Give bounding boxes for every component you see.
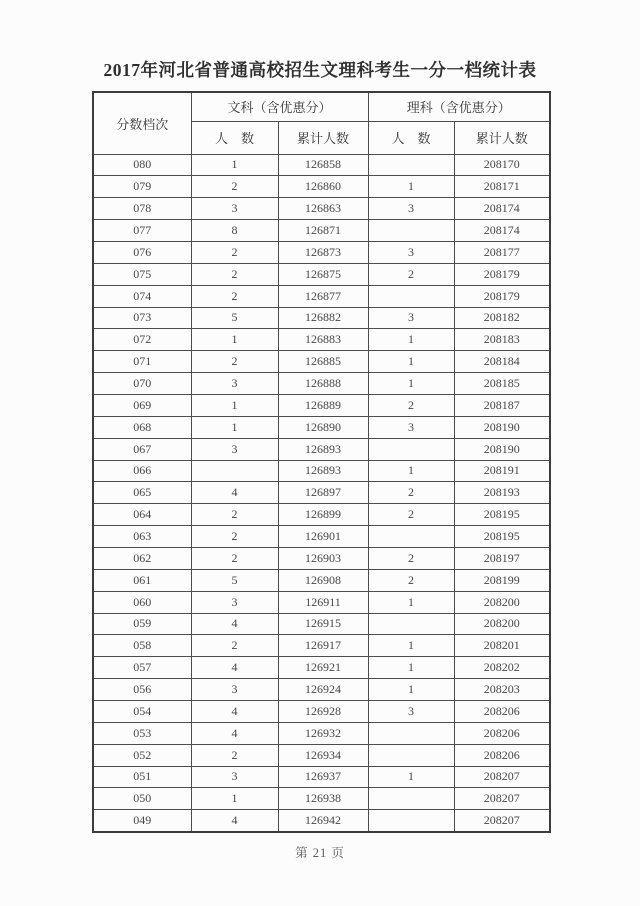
cell-like-cumulative: 208200 [454,591,550,613]
cell-score-level: 053 [93,722,191,744]
cell-wenke-count: 1 [191,329,278,351]
header-like-count: 人 数 [368,121,454,154]
cell-wenke-count: 3 [191,766,278,788]
table-row [93,635,550,657]
table-row [93,657,550,679]
cell-score-level: 059 [93,613,191,635]
cell-like-count: 2 [368,263,454,285]
cell-like-count: 3 [368,198,454,220]
cell-wenke-count: 4 [191,700,278,722]
cell-like-count: 1 [368,329,454,351]
cell-like-count: 3 [368,241,454,263]
table-row [93,744,550,766]
cell-wenke-count: 2 [191,351,278,373]
cell-score-level: 050 [93,788,191,810]
cell-wenke-count: 2 [191,635,278,657]
header-wenke-group: 文科（含优惠分） [191,92,368,121]
cell-like-cumulative: 208177 [454,241,550,263]
cell-wenke-cumulative: 126875 [278,263,368,285]
cell-wenke-cumulative: 126893 [278,438,368,460]
cell-wenke-cumulative: 126883 [278,329,368,351]
table-row [93,307,550,329]
cell-wenke-count: 2 [191,241,278,263]
cell-wenke-count: 3 [191,438,278,460]
cell-wenke-count: 2 [191,176,278,198]
table-row [93,788,550,810]
cell-like-cumulative: 208190 [454,438,550,460]
cell-like-cumulative: 208179 [454,285,550,307]
page-number: 第 21 页 [295,846,345,860]
cell-wenke-count: 5 [191,569,278,591]
cell-score-level: 070 [93,373,191,395]
cell-like-cumulative: 208202 [454,657,550,679]
cell-like-cumulative: 208207 [454,766,550,788]
table-row [93,220,550,242]
table-row [93,176,550,198]
cell-score-level: 062 [93,547,191,569]
cell-wenke-cumulative: 126901 [278,526,368,548]
cell-score-level: 076 [93,241,191,263]
cell-wenke-count: 3 [191,591,278,613]
cell-like-count: 1 [368,351,454,373]
cell-score-level: 060 [93,591,191,613]
table-row [93,460,550,482]
cell-wenke-count: 1 [191,394,278,416]
cell-wenke-count: 3 [191,373,278,395]
cell-score-level: 051 [93,766,191,788]
header-like-cumulative: 累计人数 [454,121,550,154]
cell-like-count [368,438,454,460]
cell-like-cumulative: 208171 [454,176,550,198]
cell-like-cumulative: 208199 [454,569,550,591]
cell-like-count: 1 [368,460,454,482]
cell-wenke-cumulative: 126938 [278,788,368,810]
cell-wenke-count: 2 [191,526,278,548]
cell-wenke-count: 4 [191,482,278,504]
cell-score-level: 067 [93,438,191,460]
cell-score-level: 061 [93,569,191,591]
cell-wenke-cumulative: 126858 [278,154,368,176]
cell-score-level: 058 [93,635,191,657]
cell-like-cumulative: 208191 [454,460,550,482]
cell-wenke-cumulative: 126932 [278,722,368,744]
table-row [93,810,550,832]
table-row [93,700,550,722]
cell-score-level: 057 [93,657,191,679]
table-row [93,679,550,701]
cell-wenke-count: 5 [191,307,278,329]
table-row [93,438,550,460]
cell-like-cumulative: 208182 [454,307,550,329]
cell-score-level: 072 [93,329,191,351]
cell-wenke-cumulative: 126921 [278,657,368,679]
cell-wenke-cumulative: 126924 [278,679,368,701]
table-row [93,613,550,635]
table-row [93,504,550,526]
cell-like-cumulative: 208184 [454,351,550,373]
table-row [93,154,550,176]
cell-like-cumulative: 208195 [454,504,550,526]
cell-like-count [368,220,454,242]
cell-wenke-cumulative: 126917 [278,635,368,657]
cell-wenke-count [191,460,278,482]
table-row [93,351,550,373]
cell-like-count [368,613,454,635]
cell-like-cumulative: 208201 [454,635,550,657]
cell-like-cumulative: 208203 [454,679,550,701]
cell-like-cumulative: 208174 [454,220,550,242]
cell-like-count [368,744,454,766]
cell-wenke-count: 2 [191,263,278,285]
cell-wenke-cumulative: 126882 [278,307,368,329]
cell-like-cumulative: 208207 [454,810,550,832]
cell-wenke-count: 3 [191,198,278,220]
cell-wenke-cumulative: 126893 [278,460,368,482]
table-row [93,526,550,548]
cell-like-cumulative: 208197 [454,547,550,569]
table-body [93,154,550,832]
cell-score-level: 079 [93,176,191,198]
cell-wenke-count: 4 [191,722,278,744]
cell-like-count [368,526,454,548]
cell-wenke-cumulative: 126885 [278,351,368,373]
cell-score-level: 066 [93,460,191,482]
table-row [93,285,550,307]
cell-like-count: 1 [368,679,454,701]
cell-wenke-cumulative: 126873 [278,241,368,263]
cell-like-cumulative: 208174 [454,198,550,220]
cell-wenke-count: 4 [191,810,278,832]
cell-like-count: 1 [368,591,454,613]
cell-like-cumulative: 208190 [454,416,550,438]
cell-wenke-cumulative: 126911 [278,591,368,613]
cell-score-level: 078 [93,198,191,220]
cell-wenke-cumulative: 126863 [278,198,368,220]
cell-like-count: 2 [368,482,454,504]
cell-score-level: 068 [93,416,191,438]
cell-like-count: 2 [368,569,454,591]
cell-wenke-cumulative: 126915 [278,613,368,635]
cell-like-cumulative: 208185 [454,373,550,395]
cell-like-count: 1 [368,635,454,657]
cell-like-count [368,722,454,744]
cell-like-cumulative: 208207 [454,788,550,810]
header-wenke-count: 人 数 [191,121,278,154]
cell-score-level: 063 [93,526,191,548]
header-wenke-cumulative: 累计人数 [278,121,368,154]
cell-score-level: 077 [93,220,191,242]
table-row [93,394,550,416]
cell-like-count [368,810,454,832]
cell-wenke-count: 2 [191,744,278,766]
cell-wenke-count: 2 [191,285,278,307]
cell-like-cumulative: 208206 [454,744,550,766]
cell-like-count: 1 [368,766,454,788]
cell-wenke-cumulative: 126871 [278,220,368,242]
cell-like-count: 3 [368,416,454,438]
cell-like-count [368,788,454,810]
cell-like-cumulative: 208193 [454,482,550,504]
cell-wenke-cumulative: 126903 [278,547,368,569]
cell-score-level: 065 [93,482,191,504]
table-row [93,569,550,591]
table-row [93,241,550,263]
header-score-level: 分数档次 [93,92,191,154]
cell-score-level: 075 [93,263,191,285]
cell-like-count: 1 [368,657,454,679]
cell-like-count: 3 [368,307,454,329]
table-row [93,416,550,438]
table-row [93,482,550,504]
cell-wenke-cumulative: 126908 [278,569,368,591]
score-distribution-table [92,91,551,833]
header-group-row [93,92,550,121]
cell-wenke-count: 1 [191,416,278,438]
cell-wenke-count: 2 [191,504,278,526]
cell-wenke-count: 8 [191,220,278,242]
cell-score-level: 049 [93,810,191,832]
cell-score-level: 052 [93,744,191,766]
cell-wenke-cumulative: 126860 [278,176,368,198]
table-row [93,766,550,788]
cell-wenke-count: 1 [191,154,278,176]
cell-like-count [368,154,454,176]
cell-score-level: 069 [93,394,191,416]
cell-wenke-cumulative: 126890 [278,416,368,438]
cell-score-level: 054 [93,700,191,722]
cell-wenke-cumulative: 126942 [278,810,368,832]
cell-wenke-count: 3 [191,679,278,701]
cell-score-level: 064 [93,504,191,526]
cell-like-cumulative: 208183 [454,329,550,351]
cell-score-level: 080 [93,154,191,176]
cell-wenke-cumulative: 126888 [278,373,368,395]
table-row [93,373,550,395]
header-like-group: 理科（含优惠分） [368,92,550,121]
cell-like-cumulative: 208195 [454,526,550,548]
cell-like-count: 3 [368,700,454,722]
cell-like-cumulative: 208206 [454,722,550,744]
cell-wenke-cumulative: 126877 [278,285,368,307]
cell-wenke-count: 4 [191,657,278,679]
cell-like-cumulative: 208179 [454,263,550,285]
cell-wenke-cumulative: 126934 [278,744,368,766]
cell-like-count: 1 [368,373,454,395]
cell-like-cumulative: 208170 [454,154,550,176]
cell-score-level: 074 [93,285,191,307]
cell-score-level: 071 [93,351,191,373]
page-title: 2017年河北省普通高校招生文理科考生一分一档统计表 [103,60,537,80]
cell-wenke-cumulative: 126899 [278,504,368,526]
cell-like-cumulative: 208206 [454,700,550,722]
cell-like-count [368,285,454,307]
cell-like-count: 2 [368,547,454,569]
cell-wenke-count: 1 [191,788,278,810]
table-row [93,547,550,569]
cell-score-level: 056 [93,679,191,701]
table-header [93,92,550,154]
cell-score-level: 073 [93,307,191,329]
cell-wenke-cumulative: 126897 [278,482,368,504]
table-row [93,198,550,220]
cell-wenke-cumulative: 126889 [278,394,368,416]
cell-like-count: 2 [368,394,454,416]
table-row [93,722,550,744]
cell-wenke-count: 4 [191,613,278,635]
cell-wenke-cumulative: 126937 [278,766,368,788]
cell-like-cumulative: 208200 [454,613,550,635]
table-row [93,591,550,613]
cell-like-count: 1 [368,176,454,198]
cell-wenke-count: 2 [191,547,278,569]
cell-wenke-cumulative: 126928 [278,700,368,722]
cell-like-cumulative: 208187 [454,394,550,416]
table-row [93,329,550,351]
table-row [93,263,550,285]
cell-like-count: 2 [368,504,454,526]
